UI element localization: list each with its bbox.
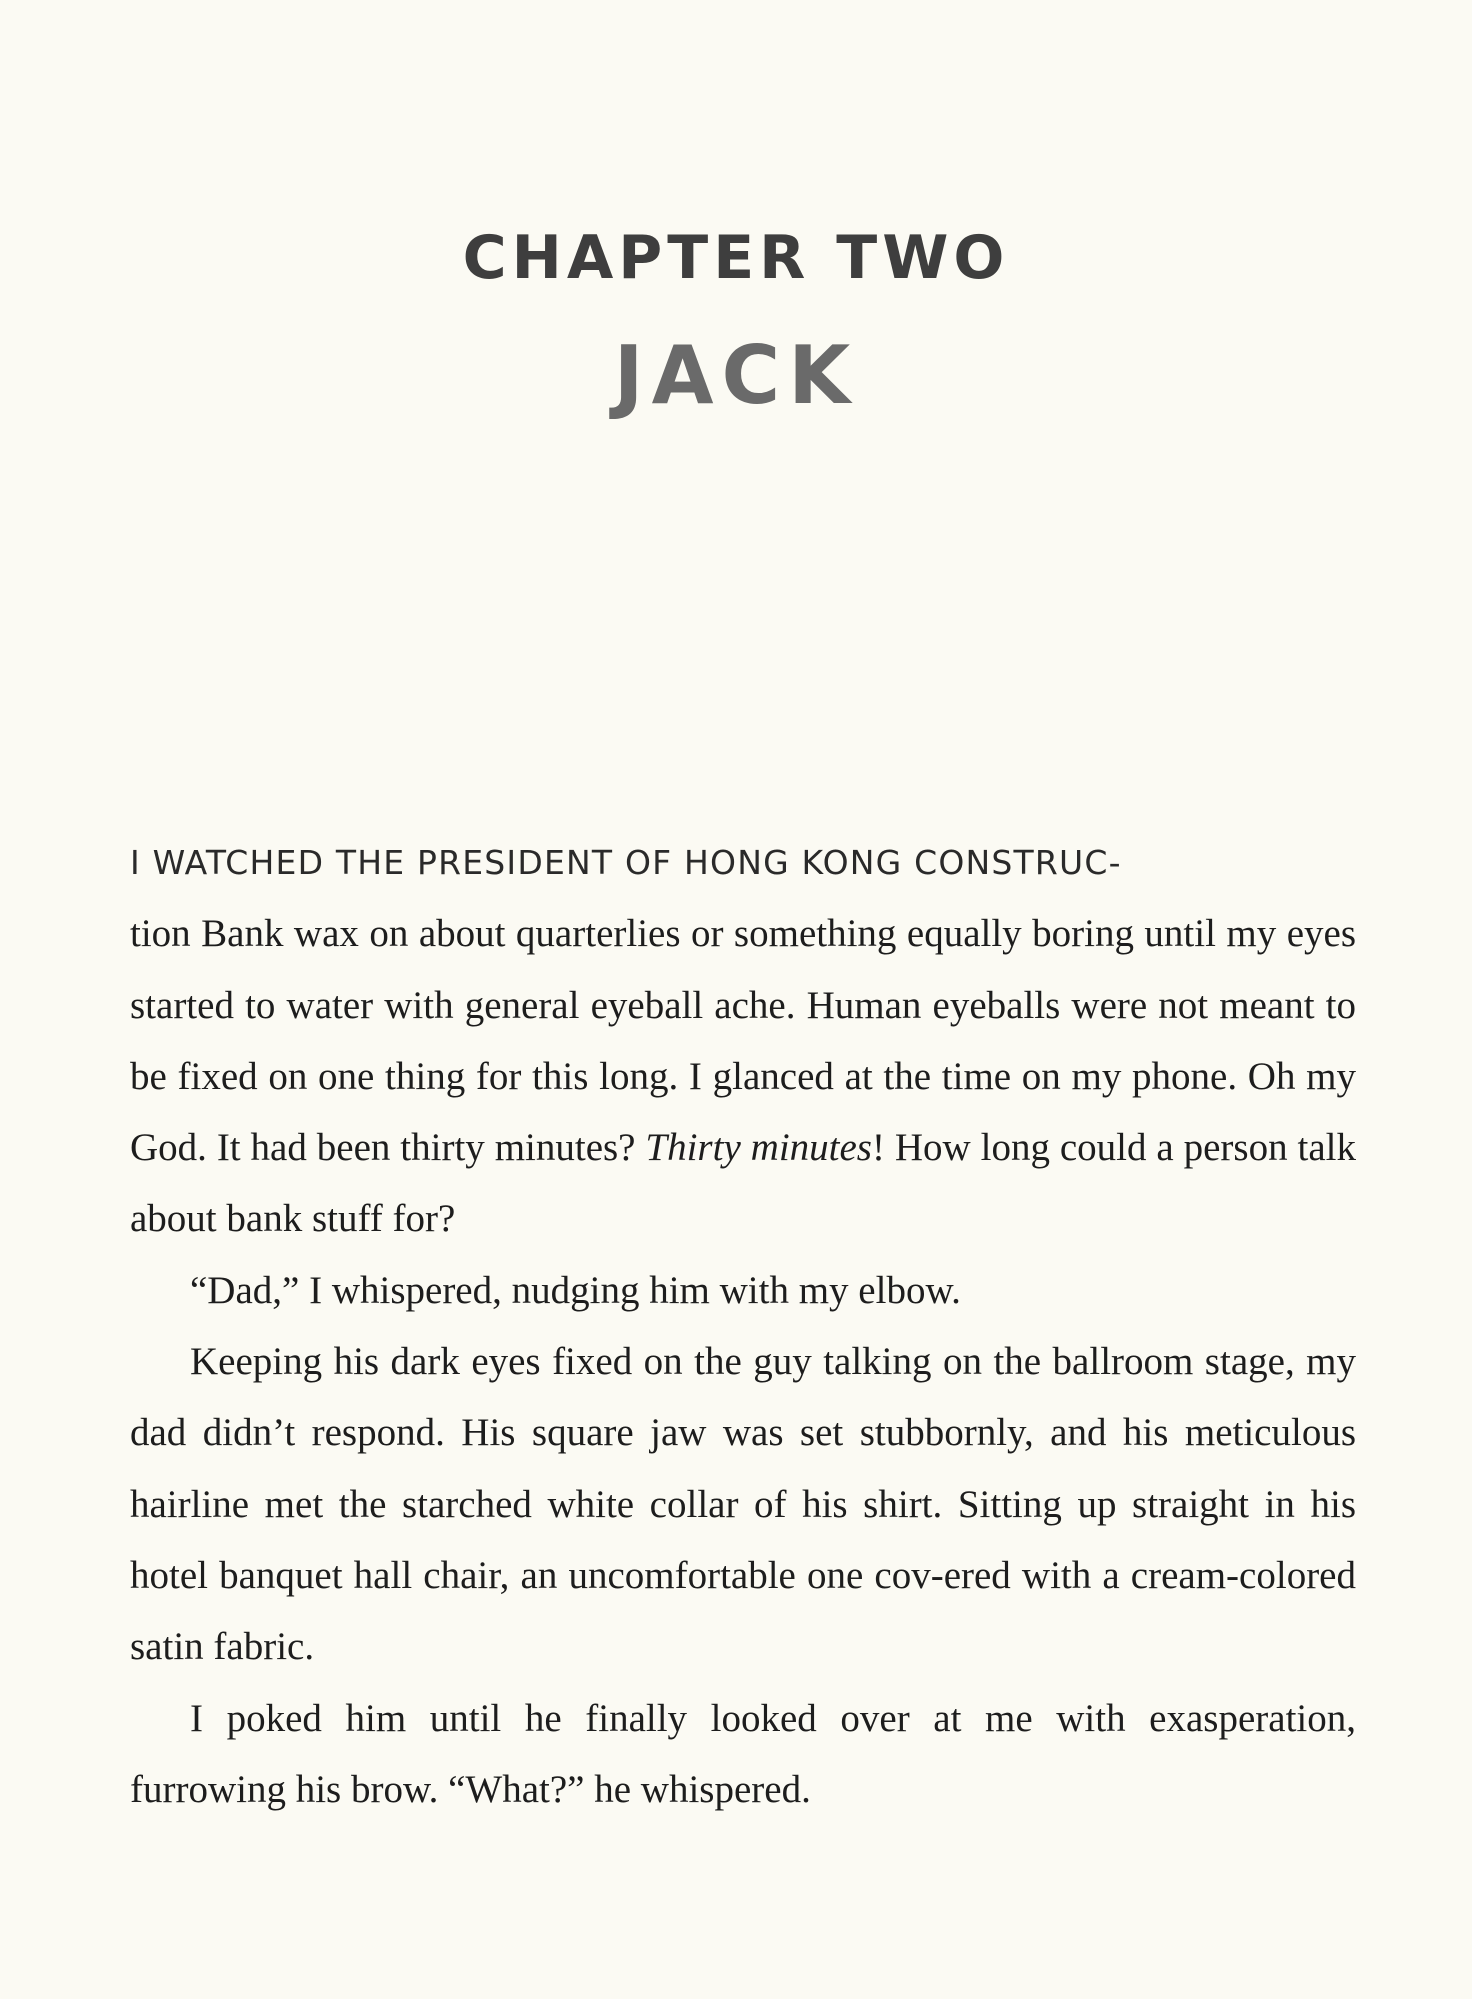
opening-paragraph xyxy=(130,826,1356,1255)
opening-small-caps: I WATCHED THE PRESIDENT OF HONG KONG CONSTRUC- xyxy=(130,843,1122,882)
emphasis-text: Thirty minutes xyxy=(645,1126,872,1170)
opening-text: tion Bank wax on about quarterlies or something equally boring until my eyes started to water with general eyeball ache. Human eyeballs were not meant to be fixed on one thing for this long. I glanced at the time on my phone. Oh my God. It had been thirty minutes? xyxy=(130,912,1356,1170)
paragraph: “Dad,” I whispered, nudging him with my elbow. xyxy=(190,1268,961,1312)
paragraph: Keeping his dark eyes fixed on the guy talking on the ballroom stage, my dad didn’t respond. His square jaw was set stubbornly, and his meticulous hairline met the starched white collar of his shirt. Sitting up straight in his hotel banquet hall chair, an uncomfortable one cov-ered with a cream-colored satin fabric. xyxy=(130,1340,1356,1669)
chapter-number: CHAPTER TWO xyxy=(462,223,1010,293)
chapter-title: JACK xyxy=(613,329,859,422)
opening-text-end: ! How long could a person talk about bank stuff for? xyxy=(130,1126,1356,1241)
paragraph: I poked him until he finally looked over at me with exasperation, furrowing his brow. “What?” he whispered. xyxy=(130,1696,1356,1811)
chapter-body xyxy=(130,826,1356,1825)
